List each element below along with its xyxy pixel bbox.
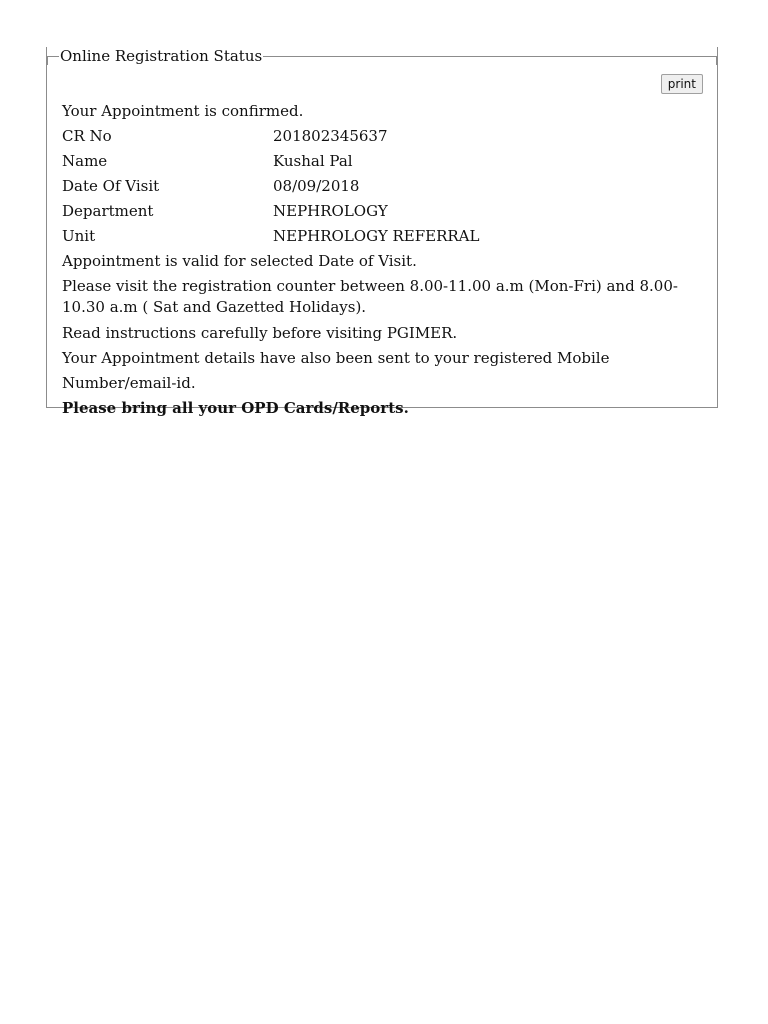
detail-label: Name [62,152,108,170]
instructions-note: Read instructions carefully before visiting PGIMER. [62,324,458,342]
print-button[interactable]: print [661,74,703,94]
legend-corner-right [716,56,717,65]
registration-status-panel [46,47,718,417]
panel-legend: Online Registration Status [60,47,263,65]
detail-label: Date Of Visit [62,177,160,195]
legend-corner-left [47,56,48,65]
bring-cards-note: Please bring all your OPD Cards/Reports. [62,399,409,417]
validity-note: Appointment is valid for selected Date of Visit. [62,252,417,270]
detail-row-date-of-visit [62,174,712,199]
confirmation-message: Your Appointment is confirmed. [62,102,304,120]
counter-timing-note: Please visit the registration counter between 8.00-11.00 a.m (Mon-Fri) and 8.00-10.30 a.m ( Sat and Gazetted Holidays). [62,277,678,316]
detail-row-name [62,149,712,174]
details-sent-note: Your Appointment details have also been sent to your registered Mobile Number/email-id. [62,349,610,392]
panel-legend-row [46,47,718,65]
detail-row-department [62,199,712,224]
detail-value: 201802345637 [273,127,388,145]
detail-row-unit [62,224,712,249]
legend-divider-right [263,56,718,57]
detail-label: Department [62,202,154,220]
detail-value: 08/09/2018 [273,177,360,195]
detail-label: CR No [62,127,112,145]
registration-content [62,99,712,421]
detail-row-cr-no [62,124,712,149]
detail-value: NEPHROLOGY [273,202,388,220]
detail-value: NEPHROLOGY REFERRAL [273,227,480,245]
detail-value: Kushal Pal [273,152,353,170]
detail-label: Unit [62,227,96,245]
